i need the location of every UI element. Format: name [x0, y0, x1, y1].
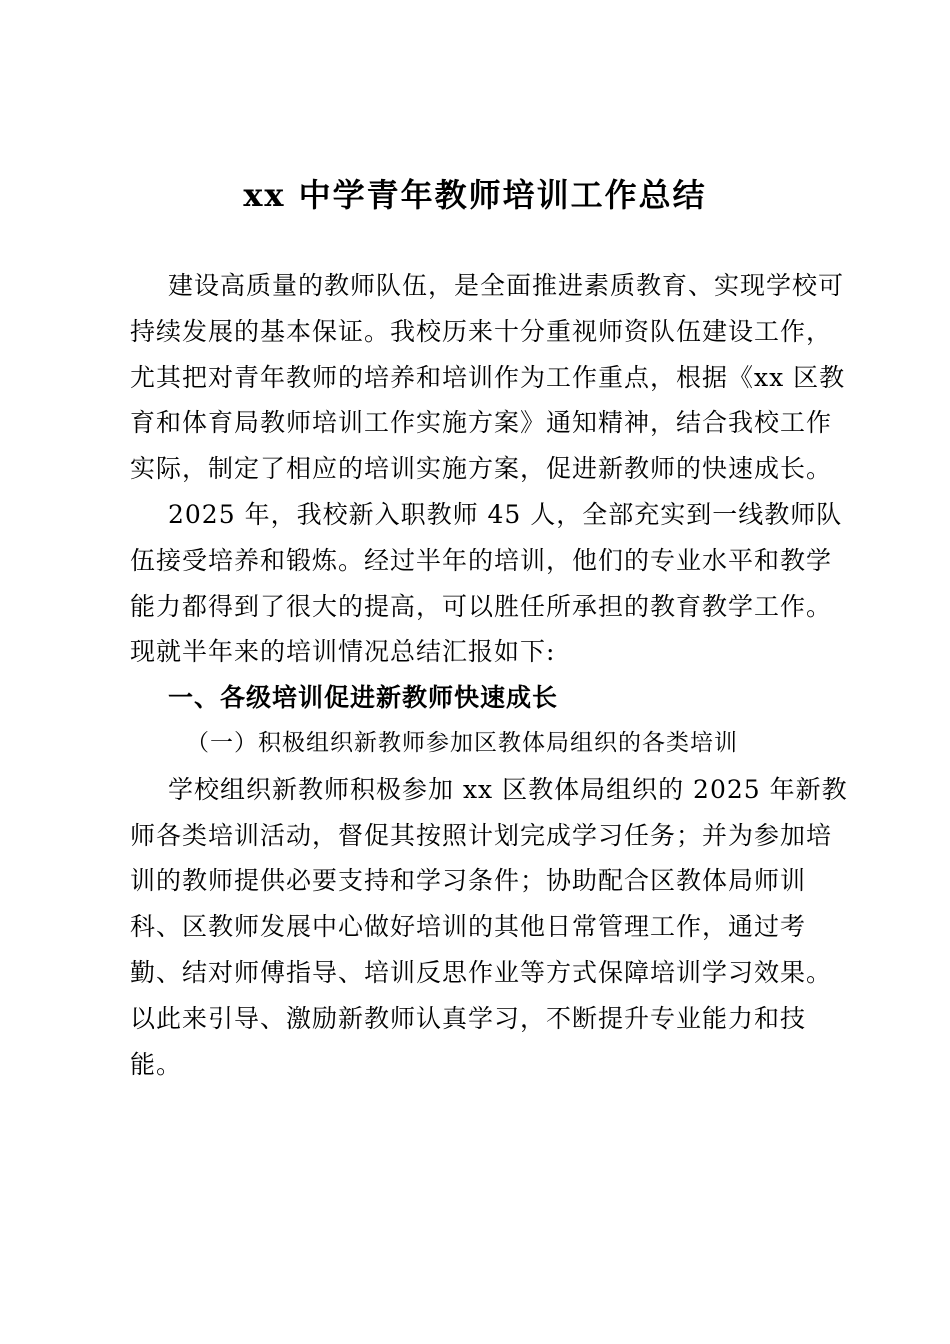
paragraph-line: 伍接受培养和锻炼。经过半年的培训，他们的专业水平和教学 [130, 545, 833, 575]
paragraph-line: 能。 [130, 1049, 183, 1079]
paragraph-line: 持续发展的基本保证。我校历来十分重视师资队伍建设工作， [130, 316, 833, 346]
paragraph-line: 实际，制定了相应的培训实施方案，促进新教师的快速成长。 [130, 454, 833, 484]
paragraph-line: 以此来引导、激励新教师认真学习，不断提升专业能力和技 [130, 1003, 807, 1033]
paragraph-line: 2025 年，我校新入职教师 45 人，全部充实到一线教师队 [168, 499, 843, 529]
paragraph-line: 尤其把对青年教师的培养和培训作为工作重点，根据《xx 区教 [130, 362, 846, 392]
paragraph-line: 能力都得到了很大的提高，可以胜任所承担的教育教学工作。 [130, 591, 833, 621]
paragraph-line: 勤、结对师傅指导、培训反思作业等方式保障培训学习效果。 [130, 957, 833, 987]
paragraph-line: 建设高质量的教师队伍，是全面推进素质教育、实现学校可 [168, 271, 845, 300]
paragraph-training [130, 767, 848, 1088]
paragraph-overview [130, 492, 843, 675]
paragraph-line: 育和体育局教师培训工作实施方案》通知精神，结合我校工作 [130, 408, 833, 438]
paragraph-line: 现就半年来的培训情况总结汇报如下: [130, 637, 556, 667]
document-title: xx 中学青年教师培训工作总结 [243, 176, 707, 214]
paragraph-line: 师各类培训活动，督促其按照计划完成学习任务；并为参加培 [130, 820, 833, 850]
paragraph-line: 科、区教师发展中心做好培训的其他日常管理工作，通过考 [130, 912, 807, 942]
paragraph-line: 训的教师提供必要支持和学习条件；协助配合区教体局师训 [130, 866, 807, 896]
section-heading: 一、各级培训促进新教师快速成长 [168, 683, 559, 713]
document-body [130, 263, 848, 1087]
paragraph-intro [130, 263, 846, 492]
subsection-heading: （一）积极组织新教师参加区教体局组织的各类培训 [186, 729, 738, 756]
paragraph-line: 学校组织新教师积极参加 xx 区教体局组织的 2025 年新教 [168, 774, 848, 804]
